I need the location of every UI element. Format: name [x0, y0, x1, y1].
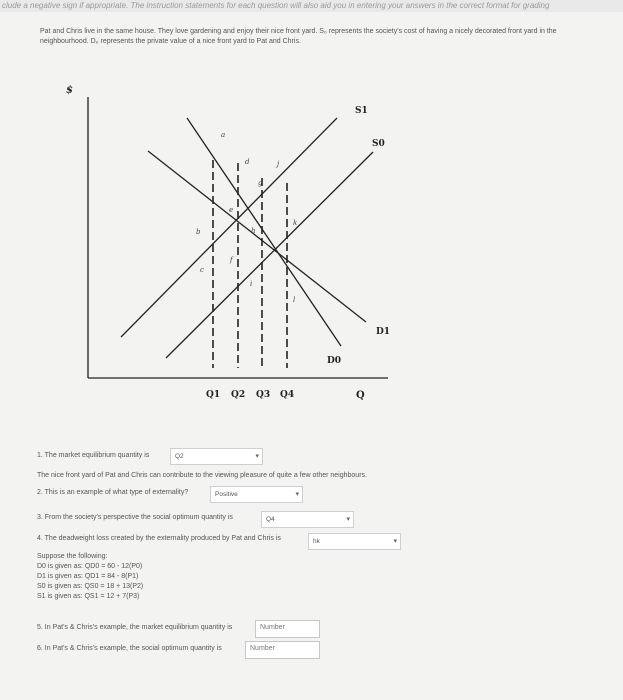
point-label-f: f: [230, 256, 233, 264]
s1-label: S1: [355, 106, 368, 116]
point-label-c: c: [200, 266, 204, 274]
suppose-title: Suppose the following:: [37, 553, 108, 560]
question-2-text: 2. This is an example of what type of externality?: [37, 489, 189, 496]
market-equilibrium-value: Q2: [175, 453, 184, 460]
social-optimum-select[interactable]: [261, 511, 354, 528]
question-1-text: 1. The market equilibrium quantity is: [37, 452, 150, 459]
point-label-h: h: [251, 227, 256, 235]
point-label-j: j: [277, 160, 280, 168]
point-label-d: d: [245, 158, 250, 166]
question-5-text: 5. In Pat's & Chris's example, the market equilibrium quantity is: [37, 624, 233, 631]
question-3-text: 3. From the society's perspective the social optimum quantity is: [37, 514, 233, 521]
social-optimum-number-input[interactable]: Number: [245, 641, 320, 659]
equation-d0: D0 is given as: QD0 = 60 - 12(P0): [37, 563, 143, 570]
externality-type-value: Positive: [215, 491, 238, 498]
problem-intro: Pat and Chris live in the same house. They love gardening and enjoy their nice front yard. S₀ represents the society's cost of having a nicely decorated front yard in the neighbourhood. D₀ represents the private value of a nice front yard to Pat and Chris.: [40, 28, 557, 45]
deadweight-loss-value: hk: [313, 538, 320, 545]
externality-type-select[interactable]: [210, 486, 303, 503]
point-label-l: l: [293, 296, 296, 304]
point-label-a: a: [221, 131, 226, 139]
demand-curve-d0: [187, 118, 341, 346]
instruction-banner-text: clude a negative sign if appropriate. The instruction statements for each question will also aid you in entering your answers in the correct format for grading: [2, 1, 550, 10]
instruction-banner: [0, 0, 623, 12]
equation-s1: S1 is given as: QS1 = 12 + 7(P3): [37, 593, 140, 600]
d1-label: D1: [376, 327, 391, 337]
x-axis-label: Q: [356, 390, 365, 401]
supply-curve-s0: [166, 152, 373, 358]
question-6-text: 6. In Pat's & Chris's example, the social optimum quantity is: [37, 645, 222, 652]
question-4-text: 4. The deadweight loss created by the externality produced by Pat and Chris is: [37, 535, 281, 542]
point-label-g: g: [258, 179, 263, 187]
q3-tick-label: Q3: [256, 390, 271, 400]
q2-tick-label: Q2: [231, 390, 246, 400]
equation-d1: D1 is given as: QD1 = 84 - 8(P1): [37, 573, 139, 580]
s0-label: S0: [372, 139, 385, 149]
question-1-note: The nice front yard of Pat and Chris can contribute to the viewing pleasure of quite a few other neighbours.: [37, 472, 367, 479]
point-label-k: k: [293, 219, 298, 227]
market-equilibrium-number-input[interactable]: Number: [255, 620, 320, 638]
social-optimum-value: Q4: [266, 516, 275, 523]
externality-diagram: [0, 70, 623, 410]
point-label-i: i: [250, 280, 253, 288]
equation-s0: S0 is given as: QS0 = 18 + 13(P2): [37, 583, 144, 590]
q4-tick-label: Q4: [280, 390, 295, 400]
point-label-b: b: [196, 228, 201, 236]
q1-tick-label: Q1: [206, 390, 221, 400]
d0-label: D0: [327, 356, 342, 366]
deadweight-loss-select[interactable]: [308, 533, 401, 550]
demand-curve-d1: [148, 151, 366, 322]
market-equilibrium-select[interactable]: [170, 448, 263, 465]
suppose-block: [37, 552, 143, 602]
y-axis-label: $: [66, 85, 73, 96]
supply-curve-s1: [121, 118, 337, 337]
point-label-e: e: [229, 206, 234, 214]
